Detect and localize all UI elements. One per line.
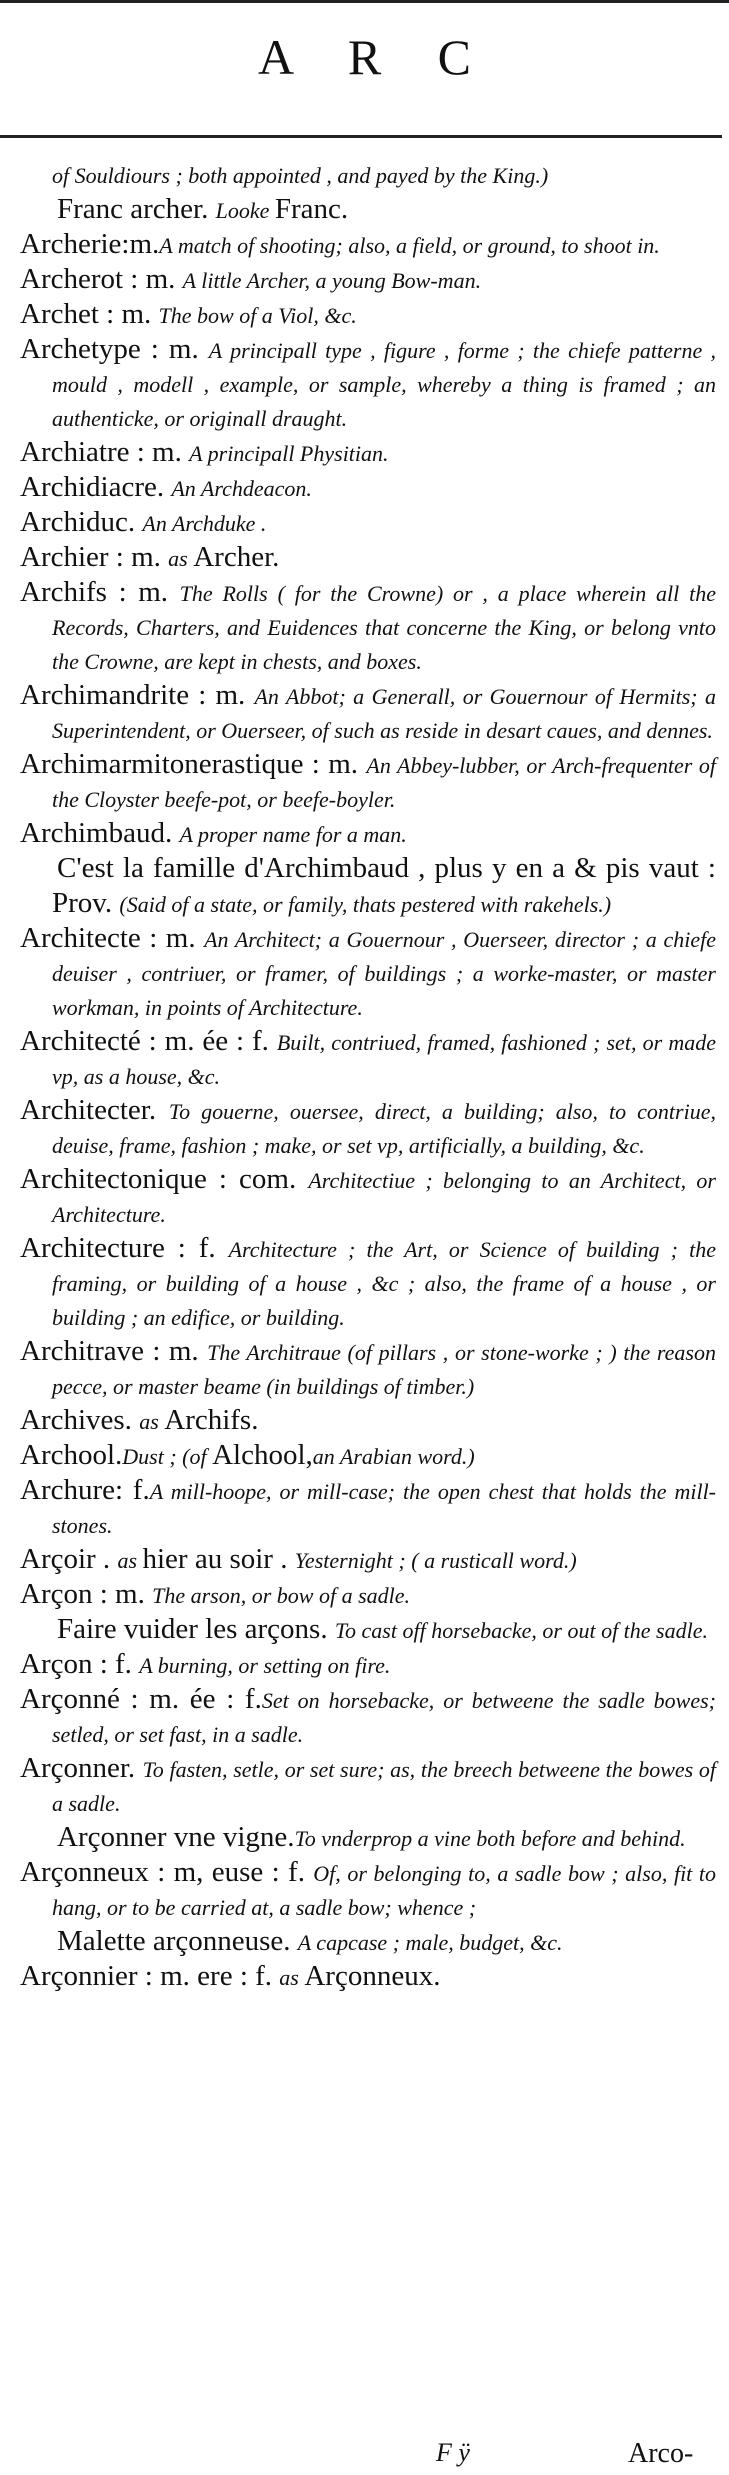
- definition-text: Of, or belonging to, a sadle bow ; also, fit to hang, or to be carried at, a sadle bow; whence ;: [52, 1861, 716, 1920]
- dictionary-entry: [20, 1095, 716, 1164]
- catchword: Arco-: [628, 2438, 694, 2469]
- dictionary-entry: [20, 818, 716, 853]
- definition-text: An Architect; a Gouernour , Ouerseer, director ; a chiefe deuiser , contriuer, or framer, of buildings ; a worke-master, or master workman, in points of Architecture.: [52, 927, 717, 1020]
- dictionary-entry: [20, 437, 716, 472]
- sub-entry: [20, 1822, 716, 1857]
- definition-text: An Archdeacon.: [171, 476, 312, 501]
- definition-text: Set on horsebacke, or betweene the sadle bowes; setled, or set fast, in a sadle.: [52, 1688, 716, 1747]
- headword: Archives.: [20, 1404, 140, 1436]
- definition-text: as: [117, 1548, 143, 1573]
- definition-text: as: [168, 546, 194, 571]
- roman-text: Franc archer.: [57, 193, 216, 225]
- headword: Archet : m.: [20, 298, 159, 330]
- dictionary-entry: [20, 1579, 716, 1614]
- definition-text: (Said of a state, or family, thats pestered with rakehels.): [119, 892, 612, 917]
- dictionary-entry: [20, 334, 716, 437]
- definition-text: A principall Physitian.: [189, 441, 389, 466]
- roman-text: Franc.: [274, 193, 349, 225]
- headword: Architrave : m.: [20, 1335, 208, 1367]
- definition-text: Dust ; (of: [122, 1444, 213, 1469]
- headword: Archure: f.: [20, 1474, 150, 1506]
- definition-text: A proper name for a man.: [179, 822, 407, 847]
- headword: Arçon : m.: [20, 1578, 153, 1610]
- headword: Arçonné : m. ée : f.: [20, 1683, 262, 1715]
- signature-mark: F ÿ: [436, 2438, 470, 2467]
- continued-entry: [20, 160, 716, 194]
- dictionary-entry: [20, 229, 716, 264]
- dictionary-entry: [20, 1164, 716, 1233]
- headword: Arçonnier : m. ere : f.: [20, 1960, 280, 1992]
- dictionary-entry: [20, 923, 716, 1026]
- roman-text: Arçonner vne vigne.: [57, 1821, 295, 1853]
- definition-text: of Souldiours ; both appointed , and payed by the King.): [52, 163, 549, 188]
- sub-entry: [20, 1614, 716, 1649]
- headword: Architecte : m.: [20, 922, 205, 954]
- definition-text: To vnderprop a vine both before and behind.: [294, 1826, 686, 1851]
- roman-text: Alchool,: [212, 1439, 313, 1471]
- definition-text: as: [279, 1965, 305, 1990]
- headword: Archetype : m.: [20, 333, 209, 365]
- headword: Archerot : m.: [20, 263, 183, 295]
- headword: Archimandrite : m.: [20, 679, 255, 711]
- headword: Arçon : f.: [20, 1648, 140, 1680]
- dictionary-entry: [20, 1405, 716, 1440]
- headword: Archiatre : m.: [20, 436, 190, 468]
- dictionary-entry: [20, 1649, 716, 1684]
- definition-text: Architectiue ; belonging to an Architect, or Architecture.: [52, 1168, 716, 1227]
- dictionary-entry: [20, 507, 716, 542]
- definition-text: A capcase ; male, budget, &c.: [297, 1930, 563, 1955]
- roman-text: C'est la famille d'Archimbaud , plus y en a & pis vaut : Prov.: [52, 852, 716, 919]
- headword: Archool.: [20, 1439, 123, 1471]
- running-head: A R C: [257, 29, 494, 85]
- dictionary-entry: [20, 542, 716, 577]
- definition-text: To fasten, setle, or set sure; as, the breech betweene the bowes of a sadle.: [52, 1757, 716, 1816]
- dictionary-entry: [20, 1336, 716, 1405]
- dictionary-entry: [20, 1026, 716, 1095]
- headword: Architecture : f.: [20, 1232, 229, 1264]
- dictionary-entry: [20, 577, 716, 680]
- definition-text: The arson, or bow of a sadle.: [152, 1583, 411, 1608]
- top-rule: [0, 0, 729, 3]
- sub-entry: [20, 1926, 716, 1961]
- headword: Architecter.: [20, 1094, 169, 1126]
- dictionary-entry: [20, 1753, 716, 1822]
- roman-text: hier au soir .: [142, 1543, 295, 1575]
- dictionary-entry: [20, 1475, 716, 1544]
- dictionary-entry: [20, 1440, 716, 1475]
- sub-entry: [20, 853, 716, 923]
- roman-text: Archer.: [193, 541, 280, 573]
- dictionary-entry: [20, 472, 716, 507]
- dictionary-entry: [20, 1233, 716, 1336]
- roman-text: Malette arçonneuse.: [57, 1925, 298, 1957]
- definition-text: The Rolls ( for the Crowne) or , a place wherein all the Records, Charters, and Euidences that concerne the King, or belong vnto the Crowne, are kept in chests, and boxes.: [52, 581, 716, 674]
- definition-text: A little Archer, a young Bow-man.: [182, 268, 482, 293]
- headword: Arçonner.: [20, 1752, 143, 1784]
- definition-text: An Archduke .: [142, 511, 267, 536]
- definition-text: The bow of a Viol, &c.: [158, 303, 357, 328]
- definition-text: A match of shooting; also, a field, or ground, to shoot in.: [159, 233, 660, 258]
- headword: Arçoir .: [20, 1543, 118, 1575]
- headword: Archier : m.: [20, 541, 169, 573]
- definition-text: an Arabian word.): [312, 1444, 475, 1469]
- headword: Arçonneux : m, euse : f.: [20, 1856, 314, 1888]
- definition-text: To gouerne, ouersee, direct, a building; also, to contriue, deuise, frame, fashion ; make, or set vp, artificially, a building, &c.: [52, 1099, 716, 1158]
- roman-text: Arçonneux.: [304, 1960, 441, 1992]
- definition-text: A mill-hoope, or mill-case; the open chest that holds the mill-stones.: [52, 1479, 717, 1538]
- definition-text: as: [139, 1409, 165, 1434]
- dictionary-entry: [20, 1961, 716, 1996]
- headword: Archimarmitonerastique : m.: [20, 748, 367, 780]
- header-rule: [0, 135, 722, 138]
- definition-text: Looke: [215, 198, 275, 223]
- sub-entry: [20, 194, 716, 229]
- definition-text: A burning, or setting on fire.: [139, 1653, 391, 1678]
- headword: Archifs : m.: [20, 576, 180, 608]
- dictionary-entry: [20, 264, 716, 299]
- dictionary-entry: [20, 680, 716, 749]
- dictionary-column: [20, 160, 716, 1996]
- headword: Archimbaud.: [20, 817, 180, 849]
- definition-text: The Architraue (of pillars , or stone-worke ; ) the reason pecce, or master beame (in buildings of timber.): [52, 1340, 716, 1399]
- dictionary-entry: [20, 1544, 716, 1579]
- headword: Architectonique : com.: [20, 1163, 309, 1195]
- definition-text: To cast off horsebacke, or out of the sadle.: [334, 1618, 708, 1643]
- definition-text: Architecture ; the Art, or Science of building ; the framing, or building of a house , &c ; also, the frame of a house , or building ; an edifice, or building.: [52, 1237, 716, 1330]
- definition-text: An Abbey-lubber, or Arch-frequenter of the Cloyster beefe-pot, or beefe-boyler.: [52, 753, 716, 812]
- headword: Archiduc.: [20, 506, 143, 538]
- dictionary-entry: [20, 299, 716, 334]
- definition-text: An Abbot; a Generall, or Gouernour of Hermits; a Superintendent, or Ouerseer, of such as reside in desart caues, and dennes.: [52, 684, 716, 743]
- dictionary-entry: [20, 1684, 716, 1753]
- dictionary-entry: [20, 1857, 716, 1926]
- definition-text: A principall type , figure , forme ; the chiefe patterne , mould , modell , example, or sample, whereby a thing is framed ; an authenticke, or originall draught.: [52, 338, 717, 431]
- roman-text: Archifs.: [164, 1404, 259, 1436]
- definition-text: Yesternight ; ( a rusticall word.): [294, 1548, 577, 1573]
- headword: Archidiacre.: [20, 471, 172, 503]
- definition-text: Built, contriued, framed, fashioned ; set, or made vp, as a house, &c.: [52, 1030, 716, 1089]
- roman-text: Faire vuider les arçons.: [57, 1613, 335, 1645]
- dictionary-entry: [20, 749, 716, 818]
- headword: Architecté : m. ée : f.: [20, 1025, 277, 1057]
- headword: Archerie:m.: [20, 228, 160, 260]
